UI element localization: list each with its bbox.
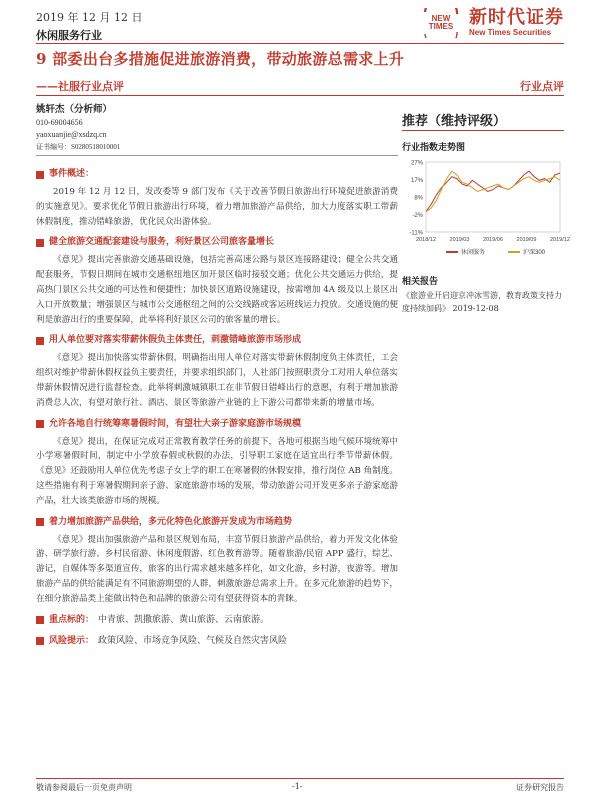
series-line-0: [426, 171, 560, 212]
page-header: [36, 8, 564, 42]
section-heading: 允许各地自行统筹寒暑假时间，有望壮大亲子游家庭游市场规模: [36, 418, 398, 431]
legend-label: 沪深300: [523, 250, 546, 256]
report-type: 行业点评: [520, 80, 564, 93]
section-heading: 着力增加旅游产品供给，多元化特色化旅游开发成为市场趋势: [36, 516, 398, 529]
page-number: -1-: [292, 782, 303, 791]
index-trend-chart: [402, 158, 570, 260]
y-tick-label: -2%: [412, 213, 423, 219]
y-tick-label: -11%: [409, 230, 423, 237]
section-paragraph: 2019 年 12 月 12 日，发改委等 9 部门发布《关于改善节假日旅游出行环境促进旅游消费的实施意见》。要求优化节假日旅游出行环境，着力增加旅游产品供给，加大力度落实职工带薪休假制度，推动错峰旅游，优化民众出游体验。: [36, 187, 398, 227]
analyst-name: 姚轩杰（分析师）: [36, 104, 113, 115]
footer-report-label: 证券研究报告: [516, 783, 564, 792]
y-tick-label: 27%: [410, 160, 423, 167]
square-bullet-icon: [36, 337, 44, 345]
chart-svg: [402, 158, 570, 260]
square-bullet-icon: [36, 637, 44, 645]
legend-label: 休闲服务: [461, 250, 486, 256]
section-paragraph: 《意见》提出，在保证完成对正常教育教学任务的前提下，各地可根据当地气候环境统筹中小学寒暑假时间，制定中小学放春假或秋假的办法，引导职工家庭在适宜出行季节带薪休假。《意见》还鼓励用人单位优先考虑子女上学的职工在寒暑假的休假安排，推行岗位 AB 角制度。这些措施有利于寒暑假期间亲子游、家庭旅游市场的发展，带动旅游公司开发更多亲子游家庭游产品，壮大该类旅游市场的规模。: [36, 436, 398, 506]
x-tick-label: 2019/09: [516, 237, 537, 243]
section-paragraph: 《意见》提出完善旅游交通基础设施，包括完善高速公路与景区连接路建设；健全公共交通配套服务，节假日期间在城市交通枢纽地区加开景区临时接驳交通；优化公共交通运力供给，提高热门景区公共交通的可达性和便捷性；加快景区道路设施建设，按需增加 4A 级及以上景区出入口开放数量；增强景区与城市公交通枢纽之间的公交线路或客运班线运力投放。交通设施的便利是旅游出行的重要保障，此举将利好景区公司的旅客量的增长。: [36, 255, 398, 325]
logo-english-name: New Times Securities: [469, 28, 552, 37]
square-bullet-icon: [36, 420, 44, 428]
logo-chinese-name: 新时代证券: [469, 7, 564, 28]
section-paragraph: 《意见》提出加快落实带薪休假，明确指出用人单位对落实带薪休假制度负主体责任，工会组织对维护带薪休假权益负主要责任，并要求组织部门，人社部门按照职责分工对用人单位落实带薪休假情况进行监督检查。此举将刺激城镇职工在非节假日错峰出行的意愿，有利于增加旅游消费总人次，有望对旅行社、酒店、景区等旅游产业链的上下游公司都带来新的增量市场。: [36, 353, 398, 408]
rating-divider: [402, 130, 564, 131]
section-heading: 事件概述：: [36, 168, 398, 181]
related-reports-title: 相关报告: [402, 277, 439, 287]
report-body: [36, 168, 398, 648]
analyst-phone: 010-69004656: [36, 118, 83, 127]
key-stocks: 重点标的： 中青旅、凯撒旅游、黄山旅游、云南旅游。: [36, 614, 398, 627]
company-logo: [419, 8, 564, 38]
analyst-info: [36, 103, 196, 156]
x-tick-label: 2019/03: [449, 237, 470, 243]
analyst-email[interactable]: yaoxuanjie@xsdzq.cn: [36, 130, 107, 139]
x-tick-label: 2019/06: [483, 237, 503, 243]
square-bullet-icon: [36, 616, 44, 624]
footer-divider: [36, 778, 564, 779]
related-report-item[interactable]: 《旅游业开启迎京冲冰雪游，教育政策支持力度持续加码》 2019-12-08: [402, 291, 562, 313]
y-tick-label: 17%: [410, 178, 423, 184]
square-bullet-icon: [36, 518, 44, 526]
footer-disclaimer[interactable]: 敬请参阅最后一页免责声明: [36, 783, 132, 792]
header-divider: [36, 43, 564, 44]
analyst-license: 证书编号：S0280518010001: [36, 143, 121, 151]
report-title: 9 部委出台多措施促进旅游消费，带动旅游总需求上升: [36, 50, 405, 68]
risk-list: 政策风险、市场竞争风险、气候及自然灾害风险: [98, 635, 288, 646]
y-tick-label: 8%: [414, 195, 423, 202]
section-heading: 用人单位要对落实带薪休假负主体责任，刺激错峰旅游市场形成: [36, 334, 398, 347]
analyst-divider: [36, 155, 398, 156]
x-tick-label: 2018/12: [416, 237, 436, 243]
risk-warning: 风险提示： 政策风险、市场竞争风险、气候及自然灾害风险: [36, 635, 398, 648]
x-tick-label: 2019/12: [550, 237, 570, 243]
section-paragraph: 《意见》提出加强旅游产品和景区规划布局，丰富节假日旅游产品供给，着力开发文化体验游、研学旅行游、乡村民宿游、休闲度假游、红色教育游等。随着旅游/民宿 APP 盛行，综艺、游记，自媒体等多渠道宣传，旅客的出行需求越来越多样化，如文化游，乡村游，夜游等。增加旅游产品的供给能满足有不同旅游期望的人群，刺激旅游总需求上升。在多元化旅游的趋势下，在细分旅游品类上能做出特色和品牌的旅游公司有望获得资本的青睐。: [36, 534, 398, 604]
report-date: 2019 年 12 月 12 日: [36, 11, 143, 24]
logo-mark-icon: [419, 8, 463, 38]
square-bullet-icon: [36, 171, 44, 179]
logo-mark-bottom: TIMES: [428, 22, 454, 31]
report-subtitle: ——社服行业点评: [36, 80, 124, 93]
title-divider: [36, 95, 564, 96]
section-heading: 健全旅游交通配套建设与服务，利好景区公司旅客量增长: [36, 236, 398, 249]
industry-name: 休闲服务行业: [36, 29, 102, 42]
square-bullet-icon: [36, 239, 44, 247]
chart-frame: [426, 162, 560, 232]
key-stocks-list: 中青旅、凯撒旅游、黄山旅游、云南旅游。: [98, 614, 270, 625]
series-line-1: [426, 171, 560, 212]
rating-label: 推荐（维持评级）: [402, 114, 507, 129]
chart-title: 行业指数走势图: [402, 143, 466, 153]
logo-mark-top: NEW: [431, 14, 451, 23]
